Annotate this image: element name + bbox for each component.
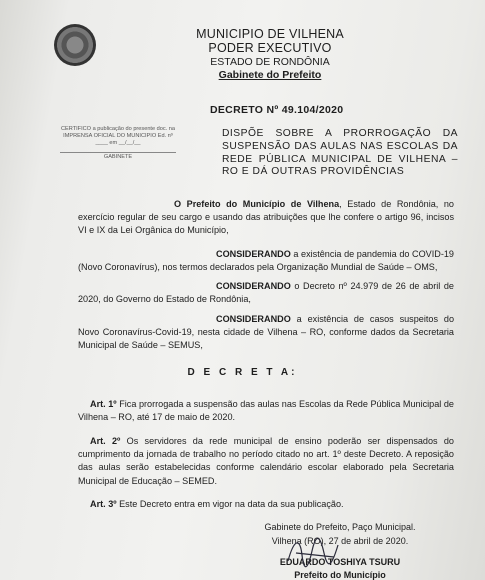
signatory-name: EDUARDO TOSHIYA TSURU [279, 557, 401, 567]
considerando-1 [78, 248, 454, 274]
municipality-name: MUNICIPIO DE VILHENA [196, 27, 344, 41]
decree-number: DECRETO Nº 49.104/2020 [210, 104, 344, 116]
state-name: ESTADO DE RONDÔNIA [210, 56, 330, 68]
article-label: Art. 3º [90, 499, 117, 509]
municipal-seal-logo [54, 24, 96, 66]
article-1 [78, 398, 454, 424]
handwritten-signature [282, 531, 352, 571]
article-text: Os servidores da rede municipal de ensino poderão ser dispensados do cumprimento da jornada de trabalho no período citado no art. 1º deste Decreto. A reposição das aulas serão estabelecidas conforme calendário escolar elaborado pela Secretaria Municipal de Educação – SEMED. [78, 436, 454, 486]
considerando-3 [78, 313, 454, 353]
article-label: Art. 1º [90, 399, 117, 409]
decree-summary: DISPÕE SOBRE A PRORROGAÇÃO DA SUSPENSÃO DAS AULAS NAS ESCOLAS DA REDE PÚBLICA MUNICIPAL DE VILHENA –RO E DÁ OUTRAS PROVIDÊNCIAS [222, 128, 458, 178]
considerando-label: CONSIDERANDO [216, 314, 291, 324]
considerando-2 [78, 280, 454, 306]
preamble [78, 198, 454, 238]
article-text: Este Decreto entra em vigor na data da sua publicação. [116, 499, 344, 509]
preamble-text: , Estado de Rondônia, no exercício regular de seu cargo e usando das atribuições que lhe confere o artigo 96, incisos VI e IX da Lei Orgânica do Município, [78, 199, 454, 236]
considerando-text: a existência de casos suspeitos do Novo Coronavírus-Covid-19, nesta cidade de Vilhena – RO, conforme dados da Secretaria Municipal de Saúde – SEMUS, [78, 314, 454, 351]
decreta-heading: D E C R E T A: [187, 367, 298, 378]
article-text: Fica prorrogada a suspensão das aulas nas Escolas da Rede Pública Municipal de Vilhena – RO, até 17 de maio de 2020. [78, 399, 454, 423]
signature-date: Vilhena (RO), 27 de abril de 2020. [271, 536, 409, 546]
article-label: Art. 2º [90, 436, 121, 446]
signature-place: Gabinete do Prefeito, Paço Municipal. [264, 522, 416, 532]
article-2 [78, 435, 454, 488]
preamble-subject: O Prefeito do Município de Vilhena [174, 199, 340, 209]
considerando-label: CONSIDERANDO [216, 281, 291, 291]
executive-branch: PODER EXECUTIVO [208, 41, 332, 55]
considerando-label: CONSIDERANDO [216, 249, 291, 259]
considerando-text: a existência de pandemia do COVID-19 (Novo Coronavírus), nos termos declarados pela Organização Mundial de Saúde – OMS, [78, 249, 454, 273]
certificate-footer: GABINETE [60, 152, 176, 160]
considerando-text: o Decreto nº 24.979 de 26 de abril de 2020, do Governo do Estado de Rondônia, [78, 281, 454, 305]
publication-certificate: CERTIFICO a publicação do presente doc. na IMPRENSA OFICIAL DO MUNICIPIO Ed. nº ____ em __/__/__ [60, 126, 175, 146]
signatory-title: Prefeito do Município [294, 570, 386, 580]
article-3 [78, 498, 454, 511]
office-name: Gabinete do Prefeito [218, 69, 322, 81]
